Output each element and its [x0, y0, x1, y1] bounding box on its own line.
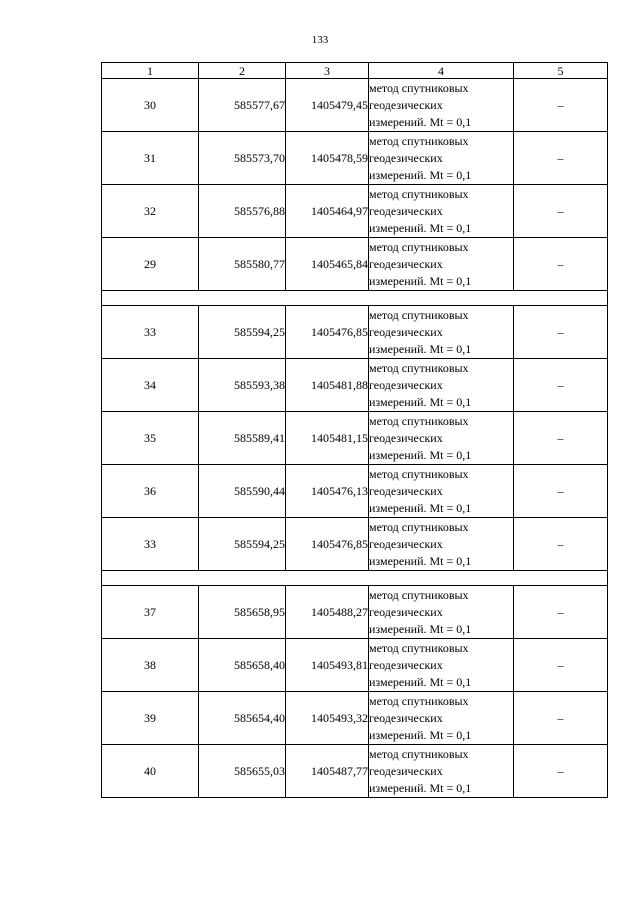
x-coordinate-cell: 585658,95 — [199, 586, 286, 639]
method-cell — [369, 306, 514, 359]
group-separator-row — [102, 291, 608, 306]
note-cell: – — [514, 692, 608, 745]
table-row — [102, 518, 608, 571]
method-line: геодезических — [369, 256, 443, 271]
table-body — [102, 63, 608, 798]
note-cell: – — [514, 238, 608, 291]
method-line: измерений. Mt = 0,1 — [369, 114, 472, 129]
method-line: геодезических — [369, 324, 443, 339]
point-number-cell: 36 — [102, 465, 199, 518]
point-number-cell: 40 — [102, 745, 199, 798]
header-row — [102, 63, 608, 79]
table-row — [102, 639, 608, 692]
x-coordinate-cell: 585593,38 — [199, 359, 286, 412]
column-header: 3 — [286, 63, 369, 79]
table-row — [102, 412, 608, 465]
method-line: метод спутниковых — [369, 186, 469, 201]
note-cell: – — [514, 185, 608, 238]
method-line: измерений. Mt = 0,1 — [369, 273, 472, 288]
method-line: измерений. Mt = 0,1 — [369, 780, 472, 795]
table-row — [102, 306, 608, 359]
method-cell — [369, 745, 514, 798]
method-line: геодезических — [369, 483, 443, 498]
column-header: 4 — [369, 63, 514, 79]
method-line: метод спутниковых — [369, 239, 469, 254]
x-coordinate-cell: 585658,40 — [199, 639, 286, 692]
y-coordinate-cell: 1405479,45 — [286, 79, 369, 132]
method-line: измерений. Mt = 0,1 — [369, 727, 472, 742]
point-number-cell: 33 — [102, 518, 199, 571]
method-line: измерений. Mt = 0,1 — [369, 167, 472, 182]
note-cell: – — [514, 412, 608, 465]
x-coordinate-cell: 585576,88 — [199, 185, 286, 238]
method-cell — [369, 692, 514, 745]
method-line: измерений. Mt = 0,1 — [369, 500, 472, 515]
y-coordinate-cell: 1405478,59 — [286, 132, 369, 185]
method-line: геодезических — [369, 97, 443, 112]
method-line: геодезических — [369, 604, 443, 619]
method-line: геодезических — [369, 203, 443, 218]
method-line: метод спутниковых — [369, 587, 469, 602]
y-coordinate-cell: 1405493,32 — [286, 692, 369, 745]
method-line: измерений. Mt = 0,1 — [369, 447, 472, 462]
method-line: измерений. Mt = 0,1 — [369, 553, 472, 568]
method-cell — [369, 465, 514, 518]
method-line: метод спутниковых — [369, 360, 469, 375]
point-number-cell: 37 — [102, 586, 199, 639]
y-coordinate-cell: 1405488,27 — [286, 586, 369, 639]
y-coordinate-cell: 1405476,85 — [286, 518, 369, 571]
method-cell — [369, 359, 514, 412]
method-line: геодезических — [369, 763, 443, 778]
y-coordinate-cell: 1405481,15 — [286, 412, 369, 465]
group-separator-row — [102, 571, 608, 586]
method-line: геодезических — [369, 150, 443, 165]
method-line: метод спутниковых — [369, 80, 469, 95]
note-cell: – — [514, 132, 608, 185]
method-line: метод спутниковых — [369, 133, 469, 148]
x-coordinate-cell: 585589,41 — [199, 412, 286, 465]
column-header: 2 — [199, 63, 286, 79]
method-line: метод спутниковых — [369, 466, 469, 481]
method-cell — [369, 639, 514, 692]
method-cell — [369, 132, 514, 185]
y-coordinate-cell: 1405476,85 — [286, 306, 369, 359]
method-cell — [369, 185, 514, 238]
note-cell: – — [514, 518, 608, 571]
method-line: измерений. Mt = 0,1 — [369, 220, 472, 235]
method-line: метод спутниковых — [369, 519, 469, 534]
point-number-cell: 38 — [102, 639, 199, 692]
point-number-cell: 33 — [102, 306, 199, 359]
method-line: геодезических — [369, 657, 443, 672]
method-line: метод спутниковых — [369, 640, 469, 655]
method-cell — [369, 412, 514, 465]
x-coordinate-cell: 585655,03 — [199, 745, 286, 798]
point-number-cell: 39 — [102, 692, 199, 745]
coordinates-table — [101, 62, 608, 798]
method-line: измерений. Mt = 0,1 — [369, 394, 472, 409]
table-row — [102, 132, 608, 185]
method-line: метод спутниковых — [369, 693, 469, 708]
method-line: измерений. Mt = 0,1 — [369, 621, 472, 636]
point-number-cell: 34 — [102, 359, 199, 412]
method-line: метод спутниковых — [369, 413, 469, 428]
y-coordinate-cell: 1405493,81 — [286, 639, 369, 692]
method-line: метод спутниковых — [369, 746, 469, 761]
method-line: геодезических — [369, 710, 443, 725]
table-row — [102, 79, 608, 132]
group-separator-cell — [102, 571, 608, 586]
method-cell — [369, 586, 514, 639]
point-number-cell: 29 — [102, 238, 199, 291]
table-row — [102, 465, 608, 518]
page-number: 133 — [311, 34, 329, 46]
y-coordinate-cell: 1405481,88 — [286, 359, 369, 412]
x-coordinate-cell: 585654,40 — [199, 692, 286, 745]
y-coordinate-cell: 1405476,13 — [286, 465, 369, 518]
method-line: метод спутниковых — [369, 307, 469, 322]
method-cell — [369, 238, 514, 291]
method-cell — [369, 79, 514, 132]
x-coordinate-cell: 585580,77 — [199, 238, 286, 291]
table-row — [102, 238, 608, 291]
x-coordinate-cell: 585577,67 — [199, 79, 286, 132]
x-coordinate-cell: 585573,70 — [199, 132, 286, 185]
column-header: 5 — [514, 63, 608, 79]
method-line: геодезических — [369, 430, 443, 445]
group-separator-cell — [102, 291, 608, 306]
table-row — [102, 185, 608, 238]
y-coordinate-cell: 1405487,77 — [286, 745, 369, 798]
note-cell: – — [514, 745, 608, 798]
method-cell — [369, 518, 514, 571]
point-number-cell: 30 — [102, 79, 199, 132]
table-row — [102, 586, 608, 639]
y-coordinate-cell: 1405464,97 — [286, 185, 369, 238]
note-cell: – — [514, 465, 608, 518]
x-coordinate-cell: 585590,44 — [199, 465, 286, 518]
method-line: измерений. Mt = 0,1 — [369, 341, 472, 356]
y-coordinate-cell: 1405465,84 — [286, 238, 369, 291]
column-header: 1 — [102, 63, 199, 79]
note-cell: – — [514, 359, 608, 412]
method-line: измерений. Mt = 0,1 — [369, 674, 472, 689]
note-cell: – — [514, 639, 608, 692]
table-row — [102, 359, 608, 412]
method-line: геодезических — [369, 536, 443, 551]
table-row — [102, 745, 608, 798]
point-number-cell: 31 — [102, 132, 199, 185]
point-number-cell: 32 — [102, 185, 199, 238]
method-line: геодезических — [369, 377, 443, 392]
point-number-cell: 35 — [102, 412, 199, 465]
table-row — [102, 692, 608, 745]
note-cell: – — [514, 306, 608, 359]
x-coordinate-cell: 585594,25 — [199, 306, 286, 359]
x-coordinate-cell: 585594,25 — [199, 518, 286, 571]
note-cell: – — [514, 586, 608, 639]
note-cell: – — [514, 79, 608, 132]
